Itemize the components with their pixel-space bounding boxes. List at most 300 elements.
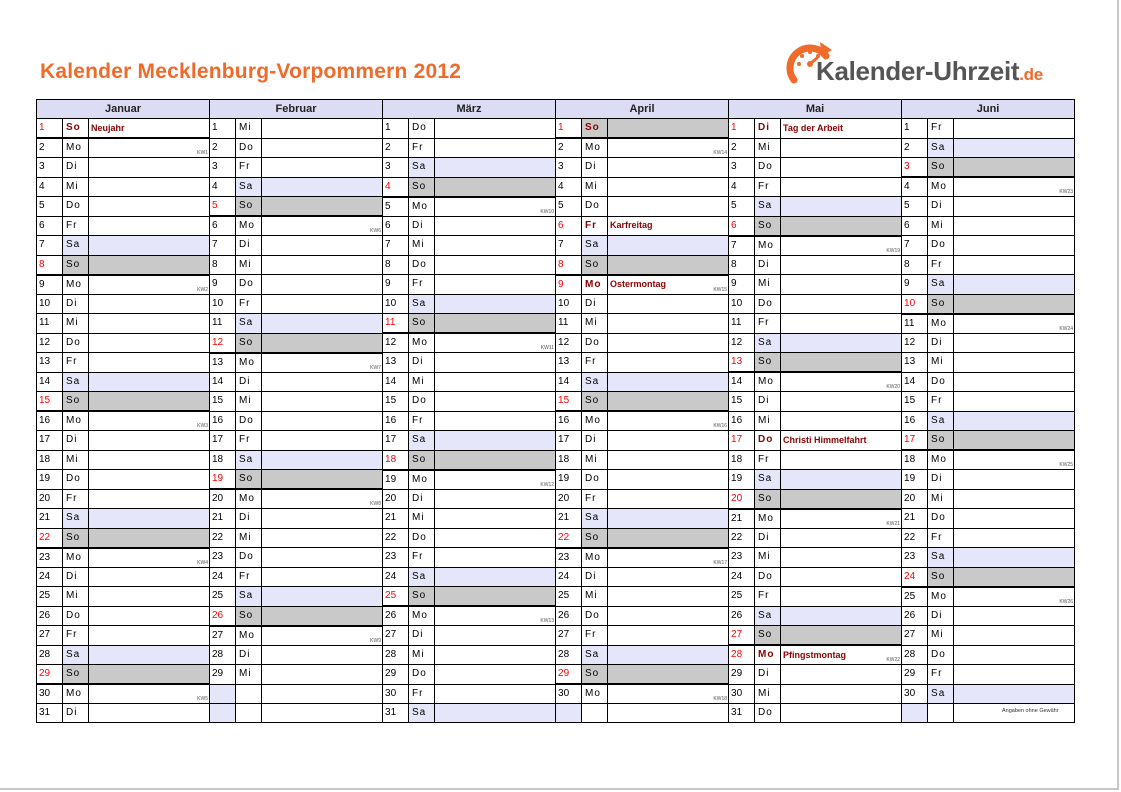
day-number: 17 — [902, 431, 928, 451]
weekday: Mo — [409, 606, 435, 626]
day-note — [781, 587, 902, 607]
day-note — [954, 158, 1075, 178]
day-note — [608, 138, 729, 158]
weekday: Di — [63, 704, 89, 723]
weekday: Sa — [755, 470, 781, 490]
day-note — [89, 119, 210, 139]
day-number: 23 — [729, 548, 755, 568]
weekday: Mo — [236, 353, 262, 373]
day-note — [262, 431, 383, 451]
day-number: 28 — [729, 645, 755, 665]
day-note — [781, 645, 902, 665]
weekday: Do — [63, 197, 89, 217]
day-note — [435, 548, 556, 568]
day-number: 14 — [729, 372, 755, 392]
day-note — [781, 450, 902, 470]
day-row — [37, 392, 1075, 412]
weekday: Mi — [236, 392, 262, 412]
day-number: 16 — [383, 411, 409, 431]
day-number: 26 — [556, 606, 582, 626]
day-note — [954, 138, 1075, 158]
day-number: 2 — [210, 138, 236, 158]
day-note — [781, 704, 902, 723]
weekday — [236, 704, 262, 723]
day-row — [37, 197, 1075, 217]
day-note — [262, 489, 383, 509]
weekday: Di — [755, 392, 781, 412]
week-number: KW13 — [540, 618, 555, 624]
day-note — [89, 392, 210, 412]
month-header-3: April — [556, 100, 729, 119]
weekday: Mo — [63, 684, 89, 704]
day-note — [262, 684, 383, 704]
day-number: 2 — [902, 138, 928, 158]
week-number: KW18 — [713, 696, 728, 702]
day-row — [37, 528, 1075, 548]
weekday: Mo — [409, 470, 435, 490]
day-number: 8 — [210, 255, 236, 275]
weekday: Sa — [928, 548, 954, 568]
weekday: Mi — [755, 275, 781, 295]
weekday: Sa — [755, 606, 781, 626]
weekday: Do — [236, 275, 262, 295]
weekday: So — [928, 158, 954, 178]
weekday: Sa — [409, 704, 435, 723]
weekday: So — [63, 665, 89, 685]
day-number: 13 — [556, 353, 582, 373]
day-note — [435, 567, 556, 587]
day-row — [37, 489, 1075, 509]
weekday: Sa — [236, 177, 262, 197]
weekday: Fr — [63, 489, 89, 509]
weekday: Fr — [755, 177, 781, 197]
weekday: Mo — [755, 372, 781, 392]
day-row — [37, 567, 1075, 587]
week-number: KW7 — [370, 364, 382, 371]
weekday: Sa — [409, 431, 435, 451]
weekday: Mo — [236, 626, 262, 646]
weekday: So — [236, 333, 262, 353]
day-note — [262, 255, 383, 275]
weekday: Fr — [755, 314, 781, 334]
weekday: Fr — [409, 411, 435, 431]
day-number: 1 — [37, 119, 63, 139]
day-note — [435, 216, 556, 236]
day-note — [608, 548, 729, 568]
day-note — [89, 704, 210, 723]
day-note — [89, 236, 210, 256]
weekday: Mi — [755, 548, 781, 568]
day-number: 6 — [902, 216, 928, 236]
weekday: Do — [582, 333, 608, 353]
day-number: 16 — [556, 411, 582, 431]
day-note — [262, 236, 383, 256]
weekday: Mi — [582, 587, 608, 607]
day-note — [262, 665, 383, 685]
day-number: 15 — [37, 392, 63, 412]
day-note — [954, 567, 1075, 587]
weekday: Mi — [582, 314, 608, 334]
day-number: 12 — [383, 333, 409, 353]
day-note — [954, 450, 1075, 470]
weekday: Di — [236, 236, 262, 256]
day-note — [89, 470, 210, 490]
day-number: 26 — [902, 606, 928, 626]
day-note — [608, 353, 729, 373]
week-number: KW21 — [886, 520, 901, 527]
month-header-1: Februar — [210, 100, 383, 119]
day-note — [954, 548, 1075, 568]
day-number: 3 — [729, 158, 755, 178]
day-note — [608, 333, 729, 353]
week-number: KW16 — [713, 423, 728, 429]
weekday: Mi — [409, 645, 435, 665]
weekday: Di — [409, 489, 435, 509]
day-note — [608, 372, 729, 392]
weekday: Di — [63, 294, 89, 314]
day-note — [435, 704, 556, 723]
day-note — [954, 119, 1075, 139]
day-row — [37, 236, 1075, 256]
day-number: 25 — [556, 587, 582, 607]
week-number: KW10 — [540, 208, 555, 215]
day-number: 6 — [556, 216, 582, 236]
weekday: Sa — [928, 138, 954, 158]
weekday: Mi — [236, 665, 262, 685]
day-note — [262, 372, 383, 392]
day-number: 13 — [902, 353, 928, 373]
day-number: 30 — [729, 684, 755, 704]
day-number: 5 — [210, 197, 236, 217]
brand-logo — [786, 34, 1076, 90]
day-note — [262, 704, 383, 723]
month-header-row — [37, 100, 1075, 119]
day-note — [781, 314, 902, 334]
day-number: 21 — [729, 509, 755, 529]
weekday: Do — [755, 567, 781, 587]
weekday: Di — [755, 119, 781, 139]
day-number: 13 — [383, 353, 409, 373]
day-row — [37, 704, 1075, 723]
weekday: Do — [63, 606, 89, 626]
day-number: 15 — [902, 392, 928, 412]
week-number: KW12 — [540, 481, 555, 488]
weekday: Sa — [755, 197, 781, 217]
day-note — [262, 470, 383, 490]
weekday: Sa — [582, 645, 608, 665]
day-number: 10 — [210, 294, 236, 314]
day-note — [608, 411, 729, 431]
day-row — [37, 509, 1075, 529]
day-note — [781, 509, 902, 529]
day-note — [435, 509, 556, 529]
day-number: 1 — [556, 119, 582, 139]
day-note — [435, 665, 556, 685]
weekday: Fr — [928, 528, 954, 548]
day-note — [262, 392, 383, 412]
day-number: 14 — [902, 372, 928, 392]
weekday: So — [755, 489, 781, 509]
weekday: Mo — [409, 333, 435, 353]
week-number: KW6 — [370, 228, 382, 234]
day-number: 30 — [37, 684, 63, 704]
day-number: 2 — [729, 138, 755, 158]
weekday: Do — [409, 528, 435, 548]
weekday: Di — [928, 333, 954, 353]
week-number: KW24 — [1059, 325, 1074, 332]
weekday: So — [582, 392, 608, 412]
day-number: 18 — [729, 450, 755, 470]
week-number: KW1 — [197, 150, 208, 156]
day-note — [954, 528, 1075, 548]
year-calendar-table — [36, 99, 1075, 723]
day-note — [435, 684, 556, 704]
day-number: 9 — [210, 275, 236, 295]
day-number: 4 — [210, 177, 236, 197]
day-note — [89, 275, 210, 295]
weekday: Do — [236, 548, 262, 568]
day-number: 28 — [383, 645, 409, 665]
day-number: 19 — [383, 470, 409, 490]
weekday: Sa — [63, 509, 89, 529]
day-row — [37, 255, 1075, 275]
day-number: 10 — [902, 294, 928, 314]
day-number: 7 — [210, 236, 236, 256]
day-note — [954, 197, 1075, 217]
day-number: 3 — [902, 158, 928, 178]
day-note — [781, 392, 902, 412]
week-number: KW17 — [713, 559, 728, 566]
day-note — [262, 626, 383, 646]
weekday: Mi — [928, 216, 954, 236]
day-number: 12 — [902, 333, 928, 353]
day-number: 10 — [37, 294, 63, 314]
day-number: 21 — [210, 509, 236, 529]
day-note — [781, 197, 902, 217]
weekday: So — [928, 431, 954, 451]
weekday — [236, 684, 262, 704]
weekday: Mi — [63, 587, 89, 607]
day-note — [262, 411, 383, 431]
holiday-name: Ostermontag — [610, 279, 667, 289]
holiday-name: Karfreitag — [610, 220, 653, 231]
day-number: 28 — [210, 645, 236, 665]
week-number: KW15 — [713, 286, 728, 293]
day-number: 25 — [383, 587, 409, 607]
day-number: 1 — [383, 119, 409, 139]
weekday: So — [755, 216, 781, 236]
day-row — [37, 372, 1075, 392]
weekday: Di — [582, 294, 608, 314]
day-number: 8 — [556, 255, 582, 275]
day-number: 13 — [729, 353, 755, 373]
week-number: KW19 — [886, 247, 901, 254]
day-number: 11 — [729, 314, 755, 334]
week-number: KW23 — [1059, 189, 1074, 195]
weekday: Mi — [236, 528, 262, 548]
day-note — [781, 236, 902, 256]
weekday: Di — [63, 158, 89, 178]
day-note — [954, 236, 1075, 256]
day-number: 15 — [556, 392, 582, 412]
day-row — [37, 119, 1075, 139]
day-note — [435, 489, 556, 509]
weekday: Do — [928, 372, 954, 392]
day-number: 17 — [37, 431, 63, 451]
day-row — [37, 158, 1075, 178]
day-note — [262, 333, 383, 353]
weekday: Mo — [582, 411, 608, 431]
day-number: 15 — [383, 392, 409, 412]
day-number: 31 — [729, 704, 755, 723]
day-note — [781, 684, 902, 704]
day-note — [781, 665, 902, 685]
day-note — [262, 450, 383, 470]
day-number: 21 — [556, 509, 582, 529]
day-note — [781, 294, 902, 314]
weekday: Do — [755, 431, 781, 451]
page-title: Kalender Mecklenburg-Vorpommern 2012 — [40, 60, 462, 83]
day-number: 18 — [210, 450, 236, 470]
day-number: 20 — [383, 489, 409, 509]
week-number: KW3 — [197, 423, 208, 429]
day-number: 5 — [729, 197, 755, 217]
day-number: 27 — [383, 626, 409, 646]
day-number: 11 — [556, 314, 582, 334]
weekday: Mo — [755, 236, 781, 256]
month-header-2: März — [383, 100, 556, 119]
day-note — [954, 431, 1075, 451]
day-note — [781, 275, 902, 295]
day-number: 16 — [729, 411, 755, 431]
day-note — [608, 275, 729, 295]
weekday: So — [755, 626, 781, 646]
day-number: 26 — [210, 606, 236, 626]
weekday: So — [928, 567, 954, 587]
day-number: 9 — [729, 275, 755, 295]
day-note — [608, 528, 729, 548]
day-number: 12 — [556, 333, 582, 353]
day-number: 11 — [37, 314, 63, 334]
weekday: Do — [928, 236, 954, 256]
weekday: Fr — [928, 392, 954, 412]
day-note — [435, 255, 556, 275]
day-number: 10 — [556, 294, 582, 314]
weekday: Do — [755, 704, 781, 723]
weekday: Mo — [755, 645, 781, 665]
day-number: 2 — [37, 138, 63, 158]
weekday: Di — [63, 431, 89, 451]
day-note — [435, 470, 556, 490]
day-number: 24 — [556, 567, 582, 587]
weekday — [928, 704, 954, 723]
weekday: Fr — [63, 353, 89, 373]
day-note — [781, 606, 902, 626]
day-number: 25 — [37, 587, 63, 607]
day-note — [435, 645, 556, 665]
day-number: 13 — [210, 353, 236, 373]
day-number: 20 — [556, 489, 582, 509]
day-number: 4 — [902, 177, 928, 197]
weekday: Fr — [409, 275, 435, 295]
day-note — [89, 450, 210, 470]
weekday: Sa — [236, 450, 262, 470]
weekday: Mo — [236, 489, 262, 509]
weekday: Mo — [928, 587, 954, 607]
day-number: 10 — [729, 294, 755, 314]
weekday: Fr — [236, 567, 262, 587]
day-note — [262, 138, 383, 158]
day-note — [608, 606, 729, 626]
day-number: 3 — [37, 158, 63, 178]
day-note — [608, 255, 729, 275]
day-number: 11 — [210, 314, 236, 334]
day-note — [435, 197, 556, 217]
weekday: Di — [236, 509, 262, 529]
weekday: Mi — [582, 450, 608, 470]
weekday: Fr — [236, 431, 262, 451]
day-number: 5 — [556, 197, 582, 217]
weekday: So — [755, 353, 781, 373]
weekday: Sa — [63, 372, 89, 392]
month-header-0: Januar — [37, 100, 210, 119]
day-number: 9 — [383, 275, 409, 295]
day-note — [954, 275, 1075, 295]
weekday: Do — [755, 158, 781, 178]
day-number: 24 — [902, 567, 928, 587]
holiday-name: Pfingstmontag — [783, 649, 847, 660]
week-number: KW8 — [370, 501, 382, 507]
day-note — [89, 665, 210, 685]
day-note — [435, 626, 556, 646]
weekday: Fr — [63, 626, 89, 646]
day-number: 4 — [729, 177, 755, 197]
day-number: 27 — [37, 626, 63, 646]
day-note — [954, 684, 1075, 704]
day-number: 8 — [383, 255, 409, 275]
day-number: 23 — [383, 548, 409, 568]
day-number: 1 — [729, 119, 755, 139]
day-note — [954, 489, 1075, 509]
day-number: 21 — [383, 509, 409, 529]
day-number: 26 — [729, 606, 755, 626]
day-row — [37, 606, 1075, 626]
day-note — [608, 119, 729, 139]
day-note — [89, 684, 210, 704]
weekday: Di — [63, 567, 89, 587]
disclaimer-note: Angaben ohne Gewähr — [1002, 708, 1059, 714]
day-note — [89, 411, 210, 431]
holiday-name: Christi Himmelfahrt — [783, 434, 867, 445]
day-note — [435, 392, 556, 412]
day-number: 23 — [37, 548, 63, 568]
weekday: Fr — [236, 158, 262, 178]
day-number: 19 — [37, 470, 63, 490]
day-note — [954, 626, 1075, 646]
day-row — [37, 450, 1075, 470]
day-note — [89, 314, 210, 334]
day-number: 16 — [902, 411, 928, 431]
weekday: Do — [582, 470, 608, 490]
day-row — [37, 294, 1075, 314]
weekday: Di — [409, 626, 435, 646]
day-note — [262, 294, 383, 314]
day-note — [954, 606, 1075, 626]
day-note — [781, 411, 902, 431]
weekday: Fr — [582, 489, 608, 509]
day-note — [435, 138, 556, 158]
day-note — [954, 392, 1075, 412]
